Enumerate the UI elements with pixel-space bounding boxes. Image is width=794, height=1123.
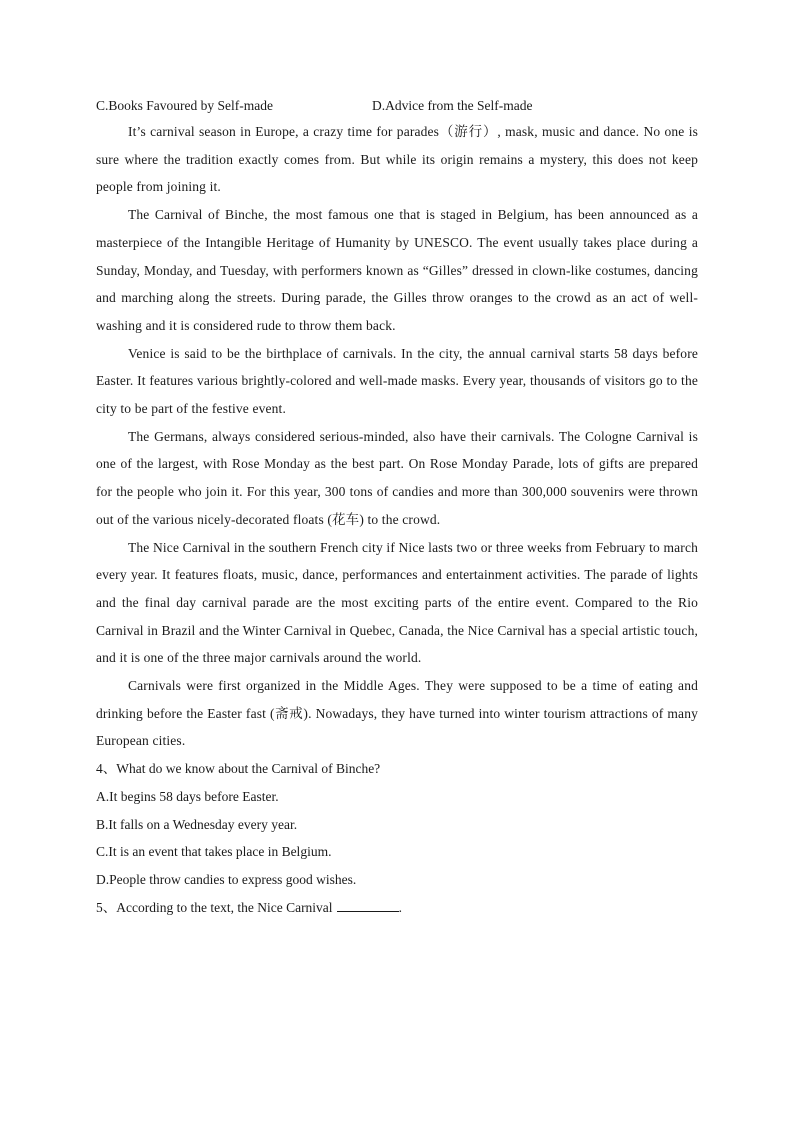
question-4-stem: 4、What do we know about the Carnival of Binche? — [96, 761, 381, 777]
passage-paragraph-6: Carnivals were first organized in the Middle Ages. They were supposed to be a time of eating and drinking before the Easter fast (斋戒). Nowadays, they have turned into winter tourism attractions of many European cities. — [96, 678, 698, 749]
passage-paragraph-5: The Nice Carnival in the southern French city if Nice lasts two or three weeks from February to march every year. It features floats, music, dance, performances and entertainment activities. The parade of lights and the final day carnival parade are the most exciting parts of the entire event. Compared to the Rio Carnival in Brazil and the Winter Carnival in Quebec, Canada, the Nice Carnival has a special artistic touch, and it is one of the three major carnivals around the world. — [96, 539, 698, 666]
question-4 — [96, 755, 698, 893]
passage-paragraph-4: The Germans, always considered serious-minded, also have their carnivals. The Cologne Carnival is one of the largest, with Rose Monday as the best part. On Rose Monday Parade, lots of gifts are prepared for the people who join it. For this year, 300 tons of candies and more than 300,000 souvenirs were thrown out of the various nicely-decorated floats (花车) to the crowd. — [96, 428, 698, 527]
option-d: D.Advice from the Self-made — [372, 98, 533, 113]
answer-blank — [337, 899, 399, 912]
question-4-option-a: A.It begins 58 days before Easter. — [96, 789, 279, 805]
question-5-end: . — [398, 899, 402, 915]
question-5-stem: 5、According to the text, the Nice Carnival — [96, 899, 333, 915]
question-5 — [96, 894, 698, 922]
previous-question-options — [96, 94, 698, 118]
passage-paragraph-1: It’s carnival season in Europe, a crazy time for parades（游行）, mask, music and dance. No one is sure where the tradition exactly comes from. But while its origin remains a mystery, this does not keep people from joining it. — [96, 124, 698, 195]
question-4-option-c: C.It is an event that takes place in Belgium. — [96, 844, 332, 860]
document-page — [96, 94, 698, 922]
passage-paragraph-3: Venice is said to be the birthplace of carnivals. In the city, the annual carnival starts 58 days before Easter. It features various brightly-colored and well-made masks. Every year, thousands of visitors go to the city to be part of the festive event. — [96, 345, 698, 417]
question-4-option-d: D.People throw candies to express good wishes. — [96, 871, 357, 887]
reading-passage — [96, 118, 698, 755]
passage-paragraph-2: The Carnival of Binche, the most famous one that is staged in Belgium, has been announced as a masterpiece of the Intangible Heritage of Humanity by UNESCO. The event usually takes place during a Sunday, Monday, and Tuesday, with performers known as “Gilles” dressed in clown-like costumes, dancing and marching along the streets. During parade, the Gilles throw oranges to the crowd as an act of well-washing and it is considered rude to throw them back. — [96, 207, 698, 333]
question-4-option-b: B.It falls on a Wednesday every year. — [96, 816, 298, 832]
option-c: C.Books Favoured by Self-made — [96, 98, 273, 113]
